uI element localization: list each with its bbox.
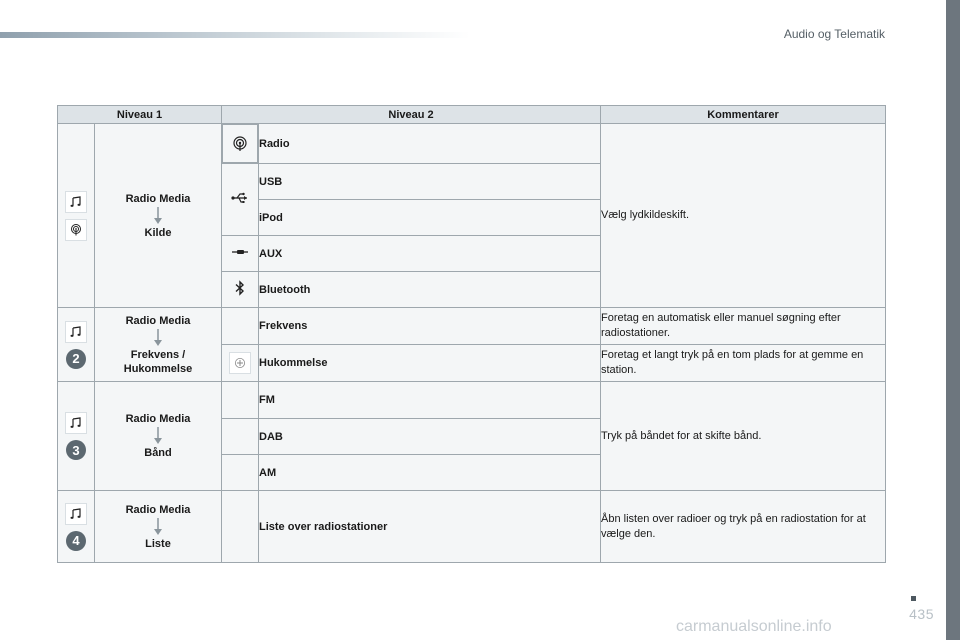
level1-label: Radio Media [125,314,191,327]
group4-icons [58,491,95,563]
level1-sublabel: Frekvens / Hukommelse [123,348,193,375]
level1-sublabel: Kilde [144,226,172,239]
radio-icon-cell [222,124,258,163]
level2-radio: Radio [259,124,601,164]
empty-icon-cell [222,382,259,419]
hukommelse-comment: Foretag et langt tryk på en tom plads for at gemme en station. [601,345,886,382]
header-niveau-2: Niveau 2 [222,106,601,124]
memory-add-icon [229,352,251,374]
group1-level1 [95,124,222,308]
empty-icon-cell [222,308,259,345]
level2-aux: AUX [259,236,601,272]
header-niveau-1: Niveau 1 [58,106,222,124]
level2-bluetooth: Bluetooth [259,272,601,308]
group4-level1 [95,491,222,563]
level2-liste: Liste over radiostationer [259,491,601,563]
step-number-badge: 2 [66,349,86,369]
level2-frekvens: Frekvens [259,308,601,345]
table-row [58,124,886,164]
group1-icons [58,124,95,308]
group3-level1 [95,382,222,491]
step-number-badge: 3 [66,440,86,460]
bluetooth-icon-cell [222,272,259,308]
music-note-icon [65,412,87,434]
section-title: Audio og Telematik [783,27,885,41]
music-note-icon [65,191,87,213]
watermark: carmanualsonline.info [676,618,832,635]
header-kommentarer: Kommentarer [601,106,886,124]
page-number: 435 [909,606,934,622]
level1-sublabel: Liste [145,537,171,550]
empty-icon-cell [222,455,259,491]
level1-label: Radio Media [125,503,191,516]
group3-comment: Tryk på båndet for at skifte bånd. [601,382,886,491]
group1-comment: Vælg lydkildeskift. [601,124,886,308]
usb-icon-cell [222,164,259,236]
down-arrow-icon [153,207,163,225]
step-number-badge: 4 [66,531,86,551]
down-arrow-icon [153,427,163,445]
radio-icon [232,136,248,152]
level2-usb: USB [259,164,601,200]
level2-dab: DAB [259,419,601,455]
memory-icon-cell [222,345,259,382]
liste-comment: Åbn listen over radioer og tryk på en radiostation for at vælge den. [601,491,886,563]
empty-icon-cell [222,491,259,563]
menu-table [57,105,886,563]
table-row [58,308,886,345]
aux-icon-cell [222,236,259,272]
level2-fm: FM [259,382,601,419]
down-arrow-icon [153,518,163,536]
empty-icon-cell [222,419,259,455]
table-row [58,382,886,419]
level2-ipod: iPod [259,200,601,236]
level1-label: Radio Media [125,192,191,205]
usb-icon [231,192,249,204]
group3-icons [58,382,95,491]
frekvens-comment: Foretag en automatisk eller manuel søgning efter radiostationer. [601,308,886,345]
down-arrow-icon [153,329,163,347]
music-note-icon [65,503,87,525]
level1-label: Radio Media [125,413,191,425]
side-decorative-bar [946,0,960,640]
aux-icon [231,247,249,257]
level1-sublabel: Bånd [144,447,172,459]
music-note-icon [65,321,87,343]
group2-icons [58,308,95,382]
radio-source-icon [65,219,87,241]
table-row [58,491,886,563]
table-header-row [58,106,886,124]
bluetooth-icon [235,280,245,296]
group2-level1 [95,308,222,382]
top-decorative-bar [0,32,470,38]
level2-am: AM [259,455,601,491]
page-marker [911,596,916,601]
level2-hukommelse: Hukommelse [259,345,601,382]
